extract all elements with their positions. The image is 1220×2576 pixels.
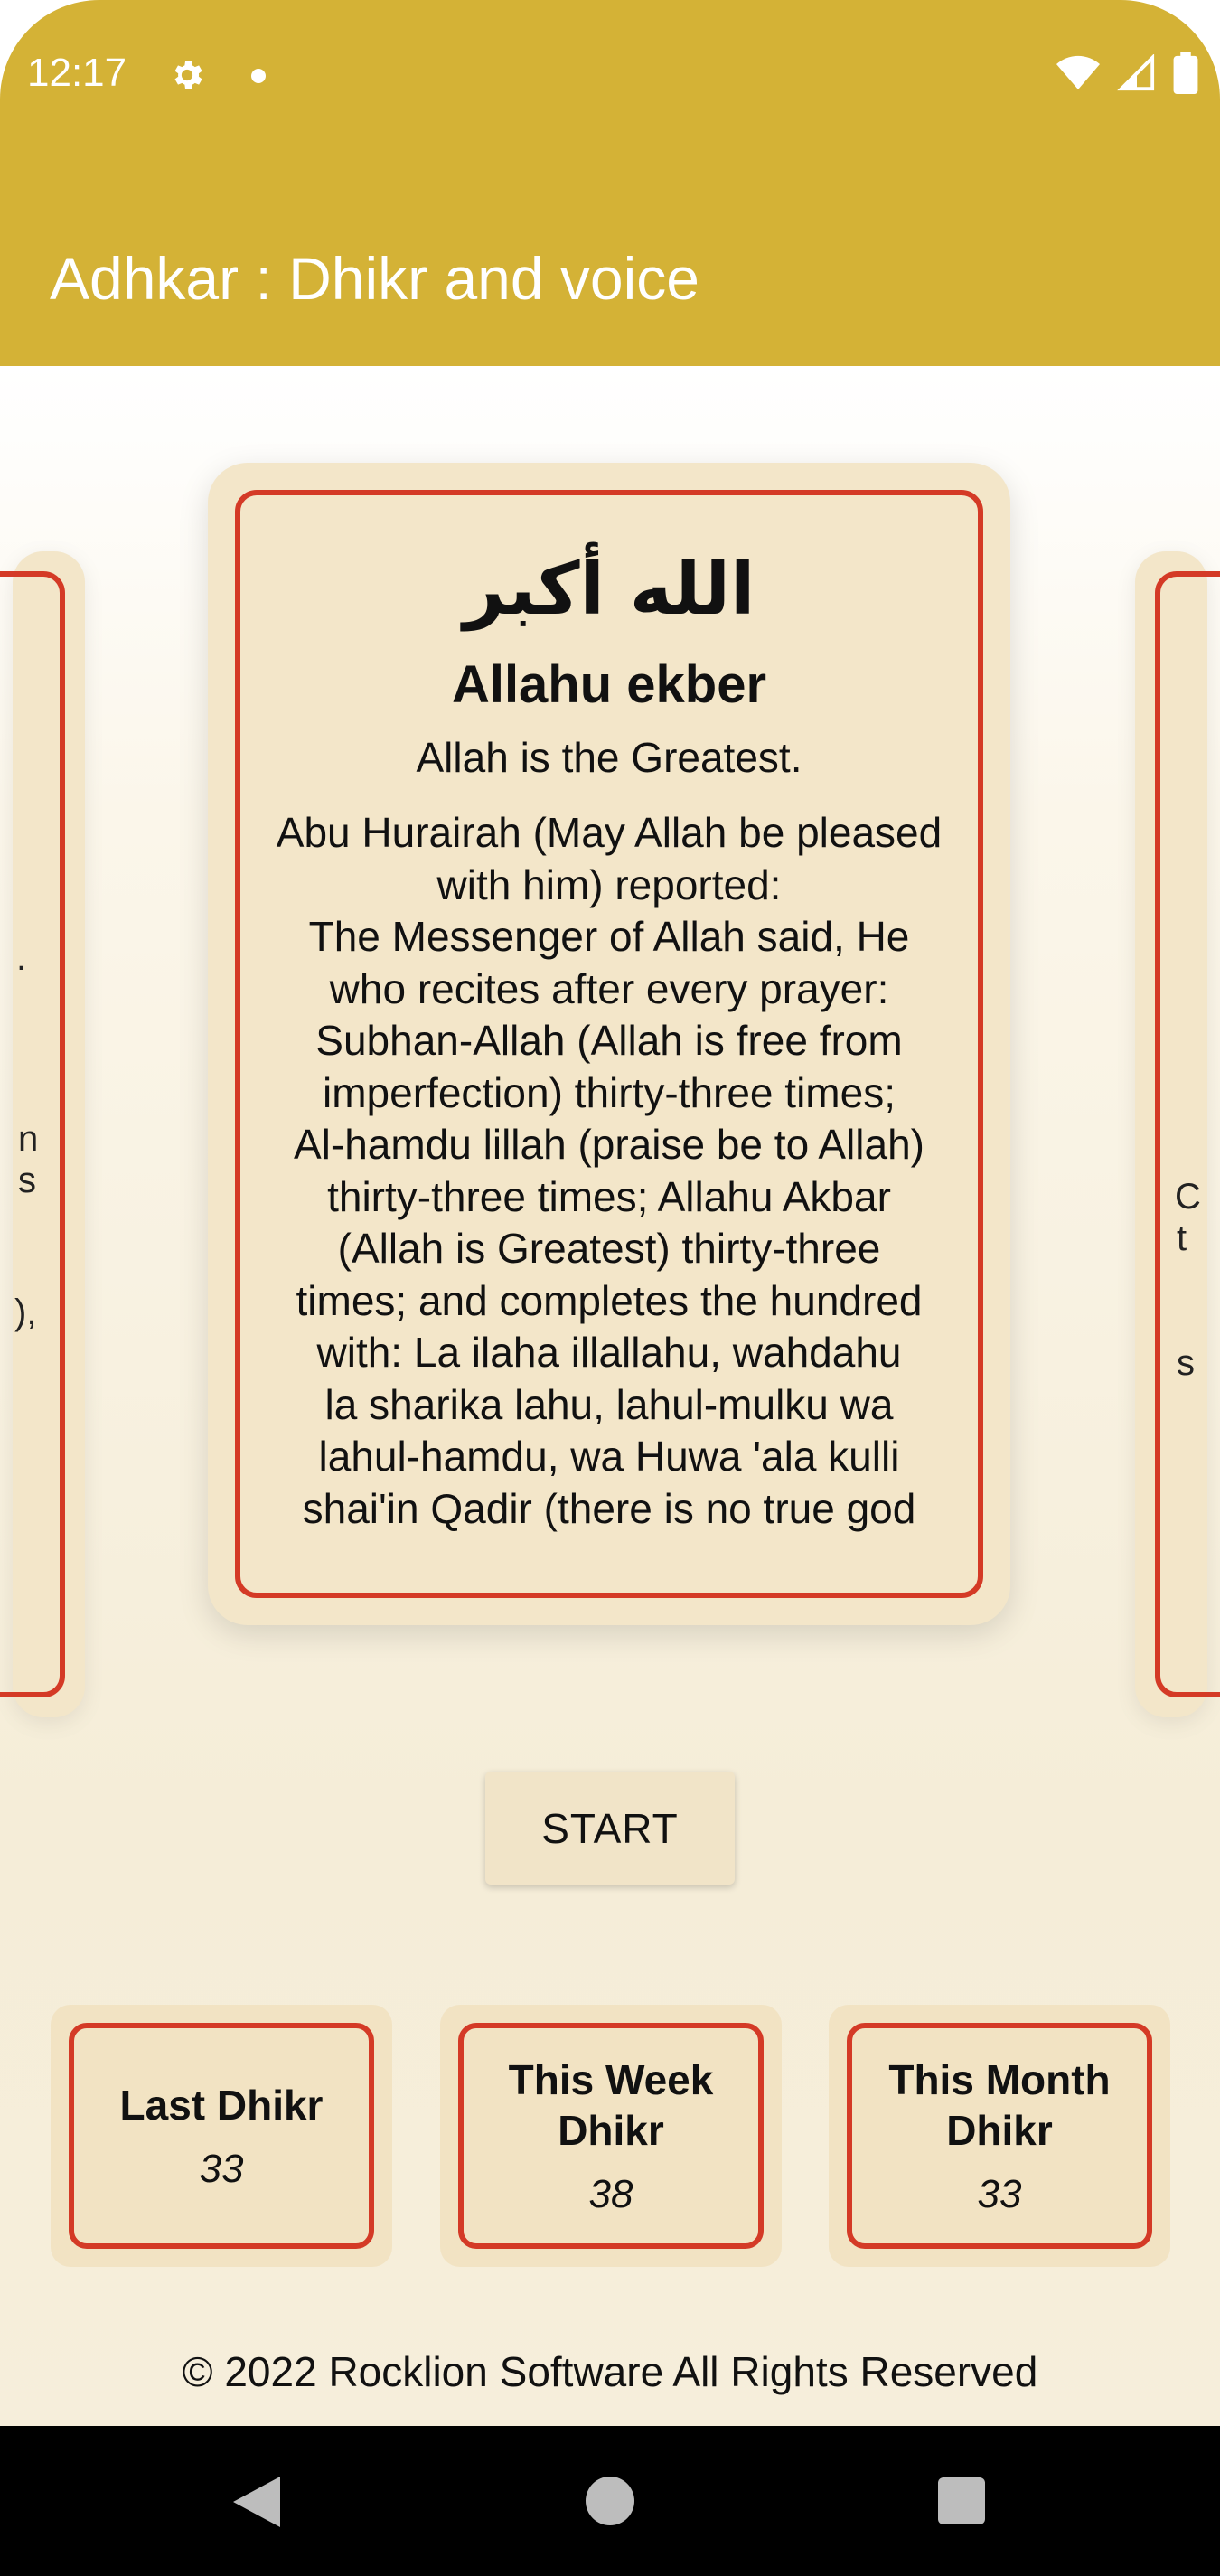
- hadith-line: times; and completes the hundred: [296, 1276, 923, 1324]
- gear-icon: [168, 56, 206, 94]
- home-icon[interactable]: [586, 2477, 634, 2525]
- current-dhikr-card[interactable]: [208, 463, 1010, 1625]
- recents-icon[interactable]: [938, 2477, 985, 2524]
- status-icons: [1056, 52, 1198, 94]
- stat-value: 38: [588, 2172, 633, 2216]
- card-text-fragment: n: [18, 1119, 39, 1159]
- start-button[interactable]: START: [485, 1772, 735, 1885]
- stat-label: This Month Dhikr: [888, 2056, 1111, 2154]
- stat-label: This Week Dhikr: [508, 2056, 714, 2154]
- hadith-line: Subhan-Allah (Allah is free from: [315, 1017, 903, 1064]
- card-text-fragment: t: [1177, 1218, 1187, 1258]
- dhikr-hadith: [262, 807, 956, 1535]
- dhikr-arabic: الله أكبر: [463, 547, 755, 631]
- previous-dhikr-card[interactable]: [13, 551, 85, 1717]
- dhikr-carousel[interactable]: [0, 366, 1220, 1677]
- hadith-line: Al-hamdu lillah (praise be to Allah): [293, 1121, 925, 1168]
- hadith-line: Abu Hurairah (May Allah be pleased: [276, 809, 943, 856]
- stat-box: [458, 2023, 764, 2249]
- card-text-fragment: .: [16, 938, 27, 978]
- hadith-line: thirty-three times; Allahu Akbar: [327, 1172, 891, 1220]
- back-icon[interactable]: [233, 2477, 280, 2527]
- wifi-icon: [1056, 55, 1101, 91]
- stat-last-dhikr: [51, 2005, 392, 2267]
- dhikr-meaning: Allah is the Greatest.: [416, 734, 802, 781]
- stat-value: 33: [977, 2172, 1022, 2216]
- stat-label: Last Dhikr: [119, 2082, 324, 2129]
- stat-this-month-dhikr: [829, 2005, 1170, 2267]
- next-dhikr-card[interactable]: [1135, 551, 1207, 1717]
- hadith-line: with: La ilaha illallahu, wahdahu: [316, 1329, 902, 1376]
- stat-value: 33: [199, 2147, 244, 2191]
- hadith-line: imperfection) thirty-three times;: [323, 1068, 896, 1116]
- notification-dot-icon: [251, 69, 266, 83]
- hadith-line: la sharika lahu, lahul-mulku wa: [324, 1380, 894, 1428]
- copyright-footer: © 2022 Rocklion Software All Rights Reserved: [182, 2348, 1038, 2395]
- battery-icon: [1173, 52, 1198, 94]
- card-text-fragment: s: [1177, 1343, 1195, 1383]
- hadith-line: (Allah is Greatest) thirty-three: [337, 1225, 881, 1272]
- cellular-icon: [1117, 54, 1157, 92]
- hadith-line: The Messenger of Allah said, He: [308, 913, 910, 960]
- card-text-fragment: ),: [14, 1293, 37, 1332]
- app-title: Adhkar : Dhikr and voice: [50, 245, 700, 312]
- hadith-line: with him) reported:: [436, 860, 782, 908]
- stat-this-week-dhikr: [440, 2005, 782, 2267]
- card-text-fragment: s: [18, 1161, 36, 1200]
- next-card-border: [1155, 571, 1220, 1697]
- stat-box: [69, 2023, 374, 2249]
- dhikr-transliteration: Allahu ekber: [451, 655, 767, 714]
- hadith-line: who recites after every prayer:: [329, 964, 889, 1012]
- current-card-border: [235, 490, 983, 1598]
- status-time: 12:17: [27, 51, 127, 95]
- hadith-line: shai'in Qadir (there is no true god: [302, 1484, 916, 1532]
- app-bar: [0, 0, 1220, 366]
- stat-box: [847, 2023, 1152, 2249]
- previous-card-border: [0, 571, 65, 1697]
- hadith-line: lahul-hamdu, wa Huwa 'ala kulli: [318, 1433, 900, 1480]
- card-text-fragment: C: [1175, 1177, 1201, 1217]
